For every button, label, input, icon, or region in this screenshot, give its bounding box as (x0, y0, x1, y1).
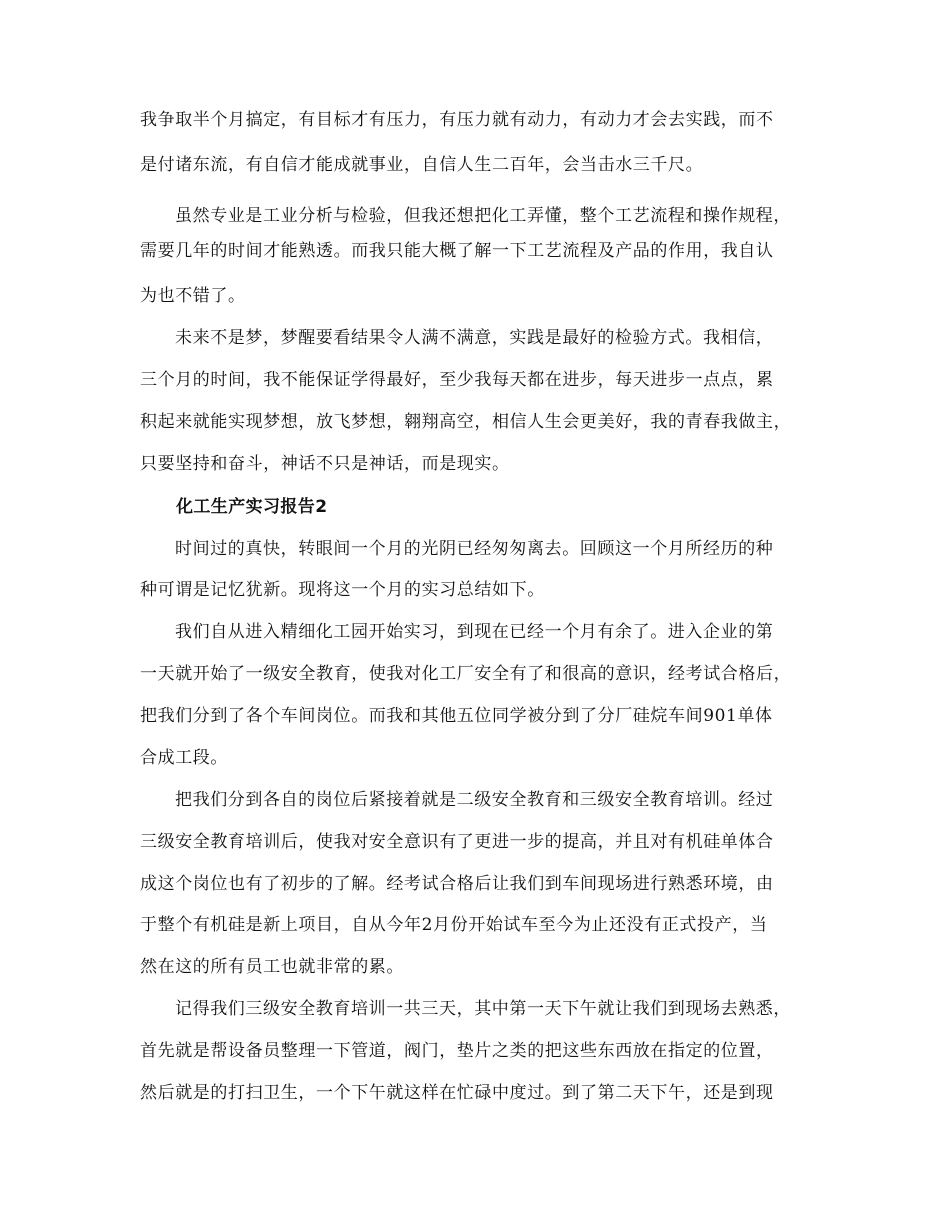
paragraph-line: 把我们分到了各个车间岗位。而我和其他五位同学被分到了分厂硅烷车间901单体 (140, 706, 773, 726)
paragraph-line: 合成工段。 (140, 748, 228, 768)
paragraph-line: 成这个岗位也有了初步的了解。经考试合格后让我们到车间现场进行熟悉环境，由 (140, 874, 774, 894)
paragraph-line: 虽然专业是工业分析与检验，但我还想把化工弄懂，整个工艺流程和操作规程， (175, 206, 791, 226)
paragraph-line: 为也不错了。 (140, 286, 246, 306)
paragraph-line: 我争取半个月搞定，有目标才有压力，有压力就有动力，有动力才会去实践，而不 (140, 110, 774, 130)
paragraph-line: 我们自从进入精细化工园开始实习，到现在已经一个月有余了。进入企业的第 (175, 622, 774, 642)
paragraph-line: 是付诸东流，有自信才能成就事业，自信人生二百年，会当击水三千尺。 (140, 155, 704, 175)
paragraph-line: 种可谓是记忆犹新。现将这一个月的实习总结如下。 (140, 580, 545, 600)
paragraph-line: 一天就开始了一级安全教育，使我对化工厂安全有了和很高的意识，经考试合格后， (140, 664, 792, 684)
paragraph-line: 只要坚持和奋斗，神话不只是神话，而是现实。 (140, 454, 510, 474)
paragraph-line: 时间过的真快，转眼间一个月的光阴已经匆匆离去。回顾这一个月所经历的种 (175, 539, 774, 559)
paragraph-line: 然在这的所有员工也就非常的累。 (140, 957, 404, 977)
paragraph-line: 把我们分到各自的岗位后紧接着就是二级安全教育和三级安全教育培训。经过 (175, 790, 774, 810)
paragraph-line: 首先就是帮设备员整理一下管道，阀门，垫片之类的把这些东西放在指定的位置， (140, 1041, 774, 1061)
paragraph-line: 然后就是的打扫卫生，一个下午就这样在忙碌中度过。到了第二天下午，还是到现 (140, 1083, 774, 1103)
paragraph-line: 积起来就能实现梦想，放飞梦想，翱翔高空，相信人生会更美好，我的青春我做主， (140, 412, 792, 432)
paragraph-line: 三级安全教育培训后，使我对安全意识有了更进一步的提高，并且对有机硅单体合 (140, 832, 774, 852)
paragraph-line: 记得我们三级安全教育培训一共三天，其中第一天下午就让我们到现场去熟悉， (175, 999, 791, 1019)
paragraph-line: 需要几年的时间才能熟透。而我只能大概了解一下工艺流程及产品的作用，我自认 (140, 241, 774, 261)
paragraph-line: 三个月的时间，我不能保证学得最好，至少我每天都在进步，每天进步一点点，累 (140, 370, 774, 390)
paragraph-line: 未来不是梦，梦醒要看结果令人满不满意，实践是最好的检验方式。我相信， (175, 328, 774, 348)
section-heading: 化工生产实习报告2 (176, 497, 328, 517)
paragraph-line: 于整个有机硅是新上项目，自从今年2月份开始试车至今为止还没有正式投产，当 (140, 915, 768, 935)
